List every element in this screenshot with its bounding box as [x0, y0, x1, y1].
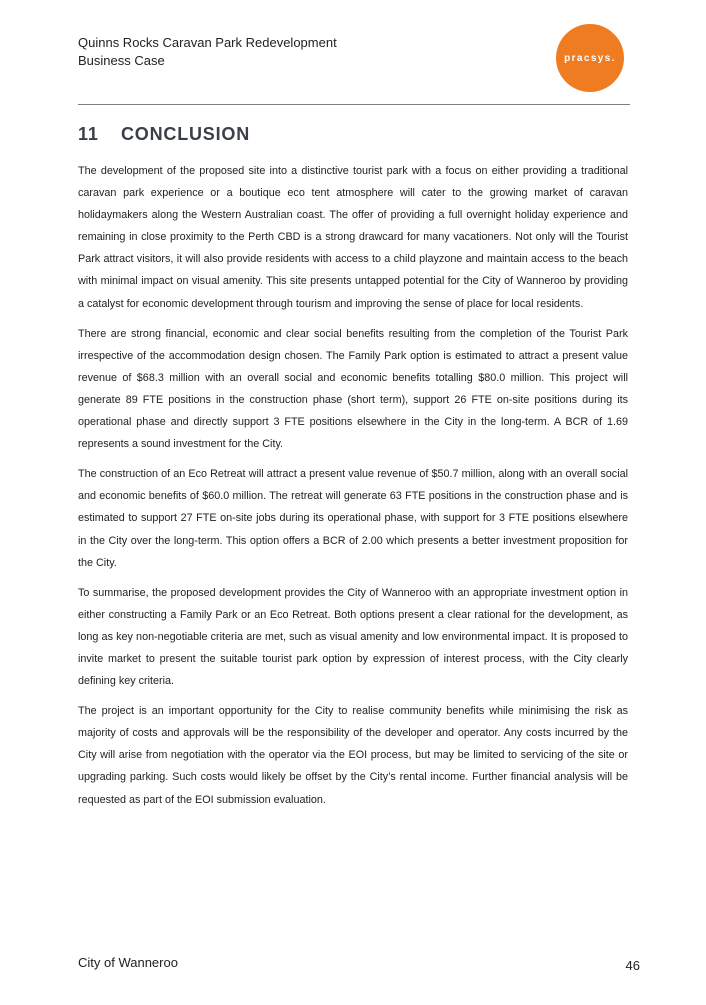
document-subtitle: Business Case: [78, 53, 165, 68]
pracsys-logo: [556, 24, 624, 92]
document-title: Quinns Rocks Caravan Park Redevelopment: [78, 35, 337, 50]
paragraph: There are strong financial, economic and clear social benefits resulting from the completion of the Tourist Park irrespective of the accommodation design chosen. The Family Park option is estimated to attract a present value revenue of $68.3 million with an overall social and economic benefits totalling $80.0 million. This project will generate 89 FTE positions in the construction phase (short term), support 26 FTE on-site positions during its operational phase and directly support 3 FTE positions elsewhere in the City in the long-term. A BCR of 1.69 represents a sound investment for the City.: [78, 327, 628, 451]
paragraph: The construction of an Eco Retreat will attract a present value revenue of $50.7 million, along with an overall social and economic benefits of $60.0 million. The retreat will generate 63 FTE positions in the construction phase and is estimated to support 27 FTE on-site jobs during its operational phase, with support for 3 FTE positions elsewhere in the City over the long-term. This option offers a BCR of 2.00 which presents a better investment proposition for the City.: [78, 468, 628, 569]
section-title: CONCLUSION: [121, 124, 250, 144]
footer-organisation: City of Wanneroo: [78, 955, 178, 970]
paragraph: The development of the proposed site into a distinctive tourist park with a focus on either providing a traditional caravan park experience or a boutique eco tent atmosphere will cater to the growing market of caravan holidaymakers along the Western Australian coast. The offer of providing a full overnight holiday experience and remaining in close proximity to the Perth CBD is a strong drawcard for many vacationers. Not only will the Tourist Park attract visitors, it will also provide residents with access to a child playzone and maintain access to the beach with minimal impact on visual amenity. This site presents untapped potential for the City of Wanneroo by providing a catalyst for economic development through tourism and improving the sense of place for local residents.: [78, 165, 628, 310]
logo-text: pracsys.: [564, 52, 616, 64]
page-number: 46: [625, 958, 640, 973]
section-number: 11: [78, 124, 99, 144]
section-heading: [78, 124, 250, 145]
document-header: [78, 34, 337, 70]
body-text: [78, 160, 628, 819]
header-divider: [78, 104, 630, 105]
paragraph: The project is an important opportunity for the City to realise community benefits while minimising the risk as majority of costs and approvals will be the responsibility of the developer and operator. Any costs incurred by the City will arise from negotiation with the operator via the EOI process, but may be limited to servicing of the site or upgrading parking. Such costs would likely be offset by the City’s rental income. Further financial analysis will be requested as part of the EOI submission evaluation.: [78, 705, 628, 806]
paragraph: To summarise, the proposed development provides the City of Wanneroo with an appropriate investment option in either constructing a Family Park or an Eco Retreat. Both options present a clear rational for the development, as long as key non-negotiable criteria are met, such as visual amenity and low environmental impact. It is proposed to invite market to present the suitable tourist park option by expression of interest process, with the City clearly defining key criteria.: [78, 586, 628, 688]
